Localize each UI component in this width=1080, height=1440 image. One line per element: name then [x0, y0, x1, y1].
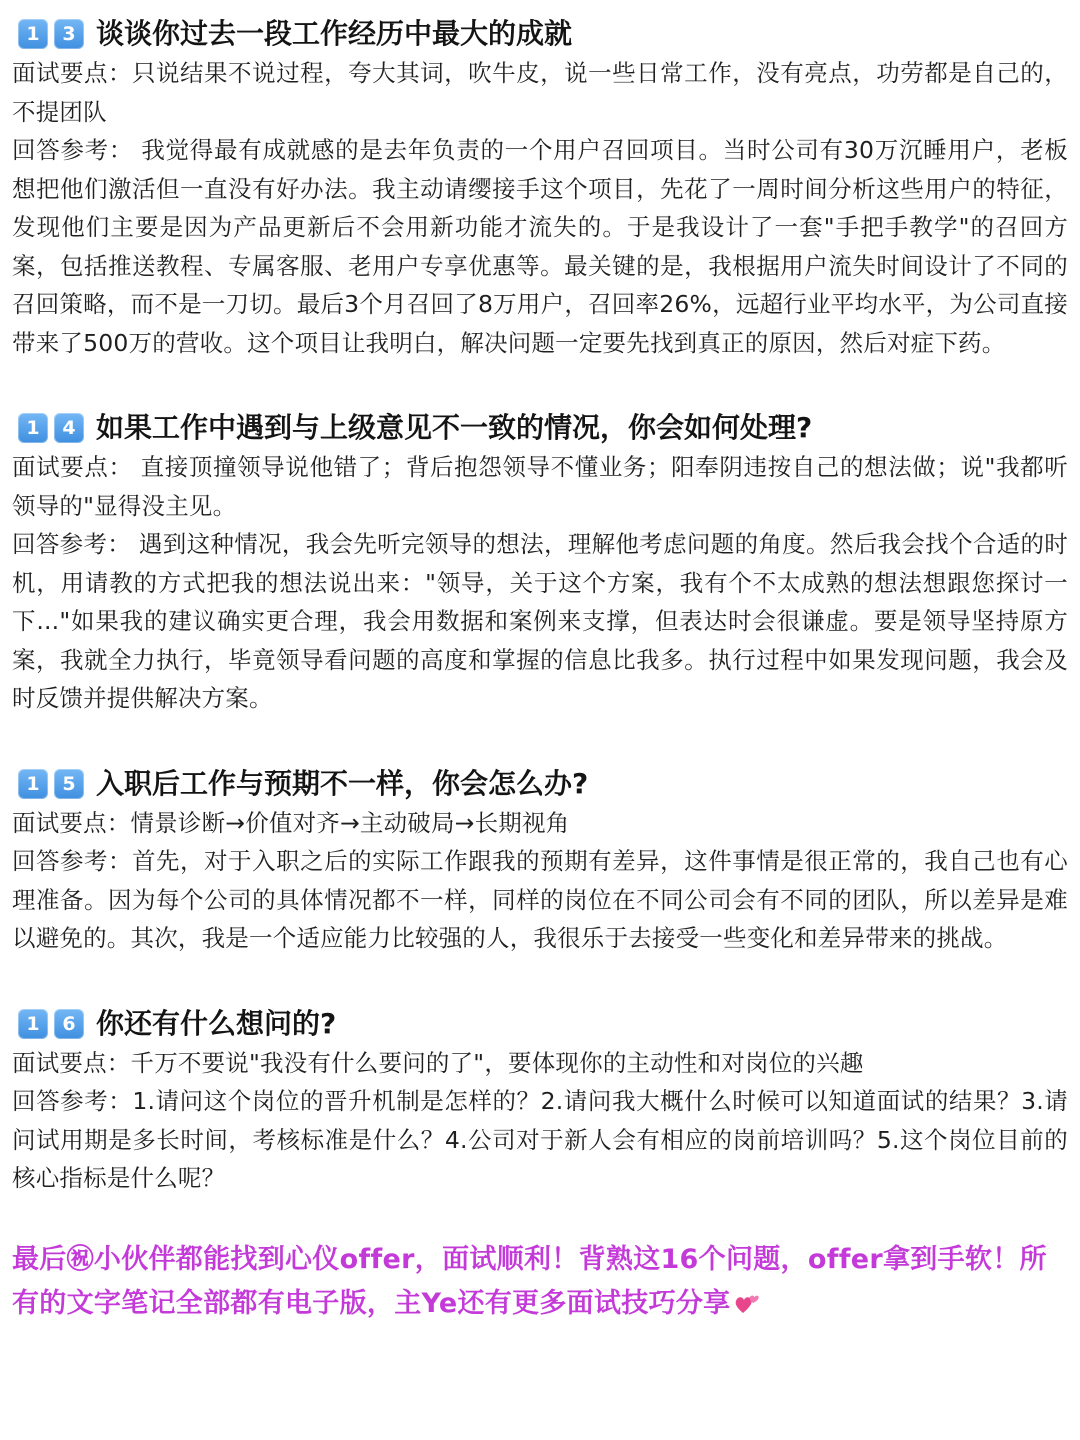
question-title-text: 谈谈你过去一段工作经历中最大的成就	[96, 17, 573, 50]
keycap-6-icon: 6	[54, 1009, 84, 1039]
two-hearts-icon	[734, 1292, 760, 1316]
interview-points: 面试要点： 直接顶撞领导说他错了；背后抱怨领导不懂业务；阳奉阴违按自己的想法做；说"我都听领导的"显得没主见。	[12, 453, 1068, 520]
reference-answer: 回答参考： 我觉得最有成就感的是去年负责的一个用户召回项目。当时公司有30万沉睡用户，老板想把他们激活但一直没有好办法。我主动请缨接手这个项目，先花了一周时间分析这些用户的特征，发现他们主要是因为产品更新后不会用新功能才流失的。于是我设计了一套"手把手教学"的召回方案，包括推送教程、专属客服、老用户专享优惠等。最关键的是，我根据用户流失时间设计了不同的召回策略，而不是一刀切。最后3个月召回了8万用户，召回率26%，远超行业平均水平，为公司直接带来了500万的营收。这个项目让我明白，解决问题一定要先找到真正的原因，然后对症下药。	[12, 136, 1068, 357]
question-title-text: 你还有什么想问的?	[96, 1006, 337, 1040]
interview-points: 面试要点：千万不要说"我没有什么要问的了"，要体现你的主动性和对岗位的兴趣	[12, 1048, 864, 1077]
question-title-text: 入职后工作与预期不一样，你会怎么办?	[96, 766, 589, 800]
question-15	[12, 764, 1068, 958]
closing-message	[12, 1238, 1068, 1326]
number-badges	[18, 19, 84, 49]
question-title	[18, 1004, 1068, 1044]
question-13	[12, 14, 1068, 362]
keycap-3-icon: 3	[54, 19, 84, 49]
question-16	[12, 1004, 1068, 1198]
keycap-1-icon: 1	[18, 1009, 48, 1039]
keycap-4-icon: 4	[54, 413, 84, 443]
question-title-text: 如果工作中遇到与上级意见不一致的情况，你会如何处理?	[96, 411, 813, 444]
question-14	[12, 408, 1068, 718]
question-title	[18, 14, 1068, 54]
number-badges	[18, 769, 84, 799]
number-badges	[18, 1009, 84, 1039]
reference-answer: 回答参考： 遇到这种情况，我会先听完领导的想法，理解他考虑问题的角度。然后我会找个合适的时机，用请教的方式把我的想法说出来："领导，关于这个方案，我有个不太成熟的想法想跟您探讨一下..."如果我的建议确实更合理，我会用数据和案例来支撑，但表达时会很谦虚。要是领导坚持原方案，我就全力执行，毕竟领导看问题的高度和掌握的信息比我多。执行过程中如果发现问题，我会及时反馈并提供解决方案。	[12, 530, 1068, 712]
keycap-1-icon: 1	[18, 19, 48, 49]
reference-answer: 回答参考：1.请问这个岗位的晋升机制是怎样的？2.请问我大概什么时候可以知道面试的结果？3.请问试用期是多长时间，考核标准是什么？4.公司对于新人会有相应的岗前培训吗？5.这个岗位目前的核心指标是什么呢？	[12, 1087, 1068, 1192]
keycap-1-icon: 1	[18, 413, 48, 443]
reference-answer: 回答参考：首先，对于入职之后的实际工作跟我的预期有差异，这件事情是很正常的，我自己也有心理准备。因为每个公司的具体情况都不一样，同样的岗位在不同公司会有不同的团队，所以差异是难以避免的。其次，我是一个适应能力比较强的人，我很乐于去接受一些变化和差异带来的挑战。	[12, 847, 1068, 952]
question-title	[18, 408, 1068, 448]
keycap-5-icon: 5	[54, 769, 84, 799]
interview-points: 面试要点：情景诊断→价值对齐→主动破局→长期视角	[12, 808, 570, 837]
question-title	[18, 764, 1068, 804]
interview-points: 面试要点：只说结果不说过程，夸大其词，吹牛皮，说一些日常工作，没有亮点，功劳都是自己的，不提团队	[12, 59, 1068, 126]
closing-text: 最后㊗小伙伴都能找到心仪offer，面试顺利！背熟这16个问题，offer拿到手软！所有的文字笔记全部都有电子版，主Ye还有更多面试技巧分享	[12, 1243, 1047, 1319]
keycap-1-icon: 1	[18, 769, 48, 799]
number-badges	[18, 413, 84, 443]
